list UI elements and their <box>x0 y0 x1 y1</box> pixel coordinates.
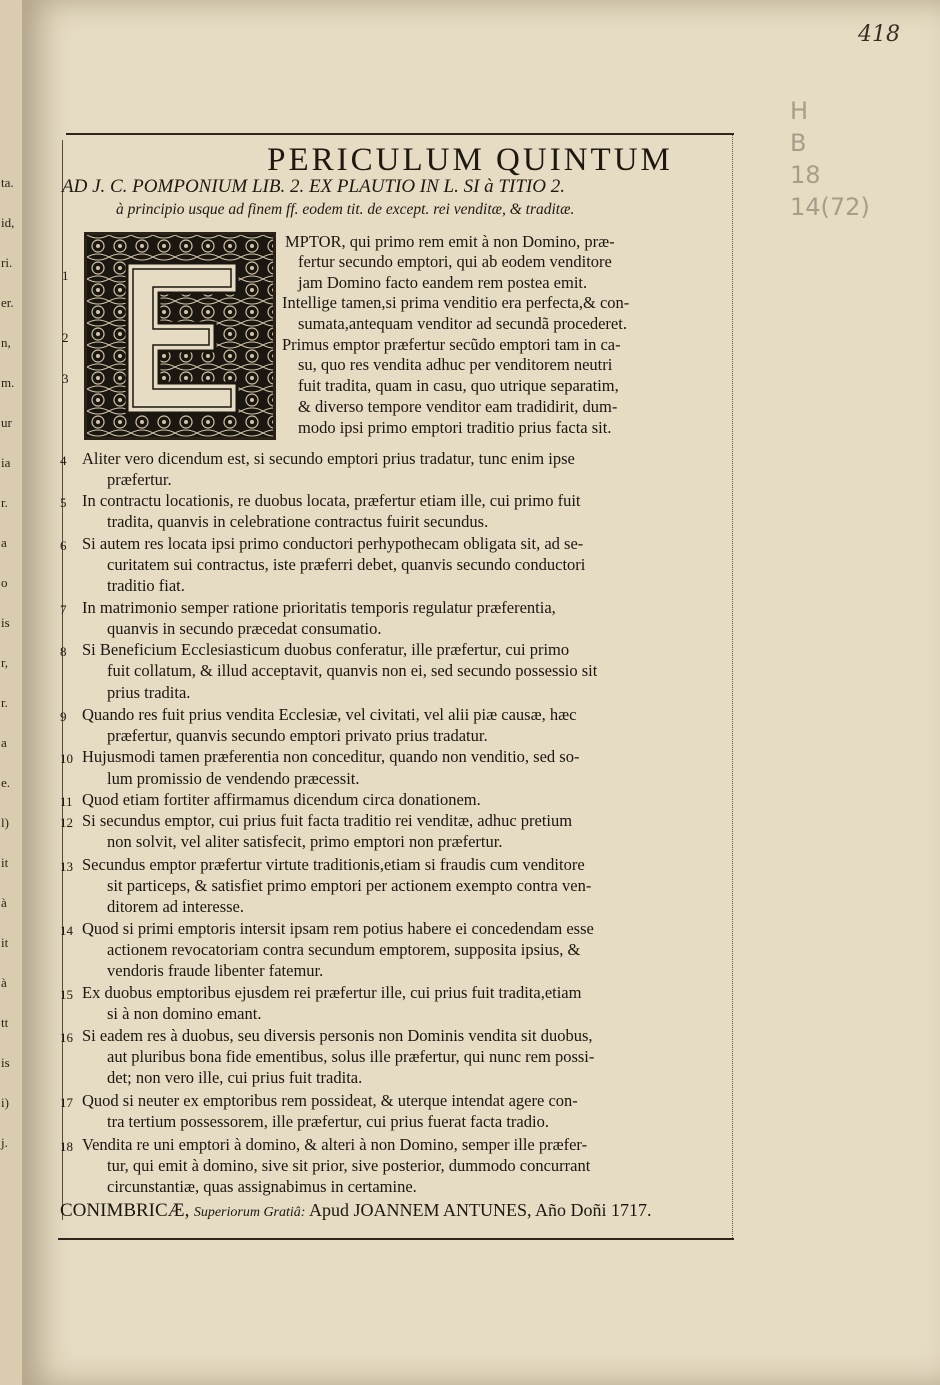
text-line: aut pluribus bona fide ementibus, solus ille præfertur, qui nunc rem possi- <box>107 1047 595 1066</box>
page-number: 418 <box>858 22 900 47</box>
prev-page-fragment: j. <box>1 1135 8 1150</box>
paragraph-number: 14 <box>60 923 73 938</box>
bottom-rule <box>58 1238 734 1240</box>
prev-page-fragment: à <box>1 895 7 910</box>
text-line: MPTOR, qui primo rem emit à non Domino, præ- <box>285 232 615 251</box>
prev-page-fragment: er. <box>1 295 14 310</box>
paragraph-number: 6 <box>60 538 67 553</box>
pencil-line: 14(72) <box>790 193 870 221</box>
text-line: Si eadem res à duobus, seu diversis personis non Dominis vendita sit duobus, <box>82 1026 593 1045</box>
text-line: Si secundus emptor, cui prius fuit facta traditio rei venditæ, adhuc pretium <box>82 811 573 830</box>
text-line: non solvit, vel aliter satisfecit, primo emptori non præfertur. <box>107 832 503 851</box>
text-line: Si Beneficium Ecclesiasticum duobus conferatur, ille præfertur, cui primo <box>82 640 570 659</box>
text-line: sit particeps, & satisfiet primo emptori per actionem exempto contra ven- <box>107 876 592 895</box>
text-line: vendoris fraude libenter fatemur. <box>107 961 324 980</box>
paragraph-number: 17 <box>60 1095 73 1110</box>
text-line: tra tertium possessorem, ille præfertur, cui prius fuerat facta tradio. <box>107 1112 549 1131</box>
prev-page-fragment: id, <box>1 215 15 230</box>
prev-page-fragment: m. <box>1 375 15 390</box>
pencil-line: B <box>790 129 807 157</box>
prev-page-fragment: e. <box>1 775 11 790</box>
text-line: Quod si neuter ex emptoribus rem possideat, & uterque intendat agere con- <box>82 1091 578 1110</box>
prev-page-fragment: a <box>1 735 7 750</box>
prev-page-fragment: r, <box>1 655 9 670</box>
text-line: præfertur, quanvis secundo emptori privato prius tradatur. <box>107 726 488 745</box>
text-line: quanvis in secundo præcedat consumatio. <box>107 619 382 638</box>
prev-page-fragment: it <box>1 855 9 870</box>
text-line: modo ipsi primo emptori traditio prius facta sit. <box>298 418 612 437</box>
prev-page-fragment: à <box>1 975 7 990</box>
imprint-publisher: Apud JOANNEM ANTUNES, Año Doñi 1717. <box>308 1200 652 1220</box>
pencil-line: 18 <box>790 161 821 189</box>
prev-page-fragment: it <box>1 935 9 950</box>
paragraph-number: 7 <box>60 602 67 617</box>
text-line: Ex duobus emptoribus ejusdem rei præfertur ille, cui prius fuit tradita,etiam <box>82 983 582 1002</box>
prev-page-fragment: r. <box>1 695 8 710</box>
text-line: curitatem sui contractus, iste præferri debet, quanvis secundo conductori <box>107 555 586 574</box>
text-line: & diverso tempore venditor eam tradidirit, dum- <box>298 397 618 416</box>
imprint-city: CONIMBRICÆ, <box>60 1200 190 1221</box>
prev-page-fragment: tt <box>1 1015 9 1030</box>
text-line: Aliter vero dicendum est, si secundo emptori prius tradatur, tunc enim ipse <box>82 449 575 468</box>
paragraph-number: 5 <box>60 495 67 510</box>
text-line: fuit tradita, quam in casu, quo utrique separatim, <box>298 376 619 395</box>
imprint <box>60 1200 651 1222</box>
prev-page-fragment: n, <box>1 335 11 350</box>
text-line: si à non domino emant. <box>107 1004 262 1023</box>
decorated-initial-e <box>84 232 276 440</box>
text-line: ditorem ad interesse. <box>107 897 244 916</box>
text-line: Hujusmodi tamen præferentia non conceditur, quando non venditio, sed so- <box>82 747 580 766</box>
ornament-e-icon <box>87 235 273 437</box>
text-line: circunstantiæ, quas assignabimus in certamine. <box>107 1177 417 1196</box>
prev-page-fragment: r. <box>1 495 8 510</box>
text-line: tur, qui emit à domino, sive sit prior, sive posterior, dummodo concurrant <box>107 1156 591 1175</box>
text-line: In contractu locationis, re duobus locata, præfertur etiam ille, cui primo fuit <box>82 491 581 510</box>
paragraph-number: 18 <box>60 1139 73 1154</box>
text-line: prius tradita. <box>107 683 191 702</box>
right-rule <box>732 135 733 1240</box>
subtitle-line-2: à principio usque ad finem ff. eodem tit. de except. rei venditæ, & traditæ. <box>116 201 575 218</box>
paragraph-number: 12 <box>60 815 73 830</box>
prev-page-fragment: i) <box>1 1095 9 1110</box>
text-line: su, quo res vendita adhuc per venditorem neutri <box>298 355 613 374</box>
text-line: actionem revocatoriam contra secundum emptorem, supposita ipsius, & <box>107 940 581 959</box>
paragraph-number: 16 <box>60 1030 73 1045</box>
text-line: Primus emptor præfertur secũdo emptori tam in ca- <box>282 335 621 354</box>
prev-page-fragment: ia <box>1 455 11 470</box>
text-line: sumata,antequam venditor ad secundã procederet. <box>298 314 627 333</box>
text-line: jam Domino facto eandem rem postea emit. <box>298 273 588 292</box>
imprint-privilege: Superiorum Gratiâ: <box>193 1205 306 1220</box>
text-line: præfertur. <box>107 470 172 489</box>
left-rule <box>62 140 63 1220</box>
text-line: Intellige tamen,si prima venditio era perfecta,& con- <box>282 293 630 312</box>
paragraph-number: 8 <box>60 644 67 659</box>
page-title: PERICULUM QUINTUM <box>267 142 673 178</box>
text-line: Quod etiam fortiter affirmamus dicendum circa donationem. <box>82 790 481 809</box>
prev-page-fragment: ta. <box>1 175 14 190</box>
paragraph-number: 3 <box>62 371 69 386</box>
subtitle-line-1: AD J. C. POMPONIUM LIB. 2. EX PLAUTIO IN L. SI à TITIO 2. <box>62 176 565 197</box>
prev-page-fragment: a <box>1 535 7 550</box>
paragraph-number: 10 <box>60 751 73 766</box>
text-line: Si autem res locata ipsi primo conductori perhypothecam obligata sit, ad se- <box>82 534 584 553</box>
pencil-line: H <box>790 97 809 125</box>
text-line: det; non vero ille, cui prius fuit tradita. <box>107 1068 363 1087</box>
prev-page-fragment: is <box>1 1055 10 1070</box>
paragraph-number: 4 <box>60 453 67 468</box>
text-line: Secundus emptor præfertur virtute traditionis,etiam si fraudis cum venditore <box>82 855 585 874</box>
text-line: fertur secundo emptori, qui ab eodem venditore <box>298 252 612 271</box>
text-line: traditio fiat. <box>107 576 185 595</box>
paragraph-number: 9 <box>60 709 67 724</box>
text-line: fuit collatum, & illud acceptavit, quanvis non ei, sed secundo possessio sit <box>107 661 598 680</box>
paragraph-number: 15 <box>60 987 73 1002</box>
prev-page-fragment: ur <box>1 415 12 430</box>
paragraph-number: 11 <box>60 794 73 809</box>
text-line: lum promissio de vendendo præcessit. <box>107 769 360 788</box>
prev-page-fragment: ri. <box>1 255 13 270</box>
text-line: tradita, quanvis in celebratione contractus fuirit secundus. <box>107 512 489 531</box>
text-line: Vendita re uni emptori à domino, & alteri à non Domino, semper ille præfer- <box>82 1135 588 1154</box>
prev-page-fragment: o <box>1 575 8 590</box>
text-line: Quando res fuit prius vendita Ecclesiæ, vel civitati, vel alii piæ causæ, hæc <box>82 705 577 724</box>
text-line: In matrimonio semper ratione prioritatis temporis regulatur præferentia, <box>82 598 556 617</box>
paragraph-number: 13 <box>60 859 73 874</box>
text-line: Quod si primi emptoris intersit ipsam rem potius habere ei concedendam esse <box>82 919 594 938</box>
top-rule <box>66 133 734 135</box>
paragraph-number: 1 <box>62 268 69 283</box>
prev-page-fragment: is <box>1 615 10 630</box>
prev-page-fragment: l) <box>1 815 9 830</box>
paragraph-number: 2 <box>62 330 69 345</box>
